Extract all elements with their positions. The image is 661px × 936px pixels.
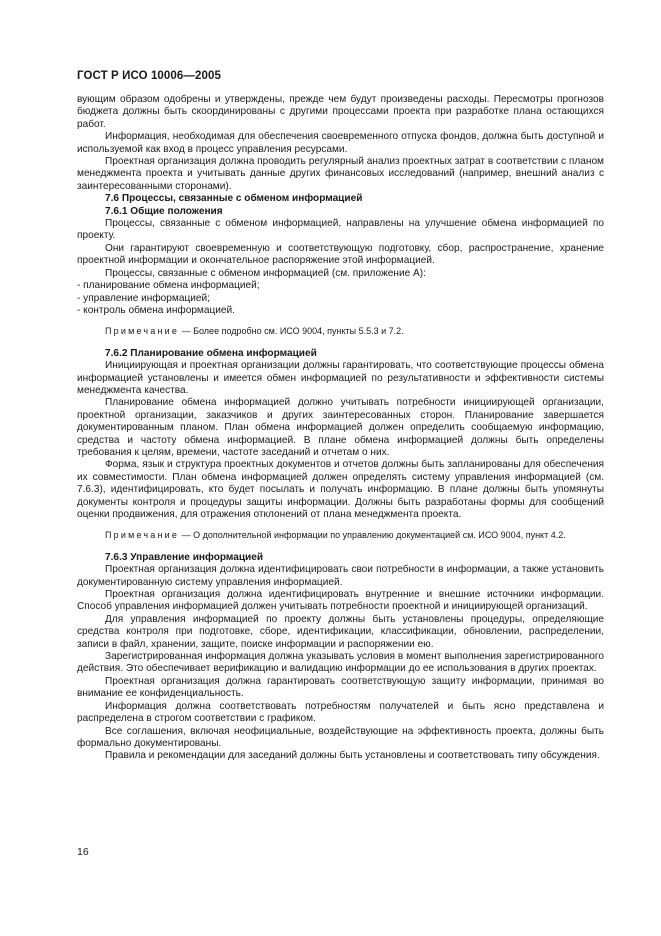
page-number: 16	[77, 846, 89, 858]
paragraph: вующим образом одобрены и утверждены, прежде чем будут произведены расходы. Пересмотры прогнозов бюджета должны быть скоординированы с другими процессами проекта при разработке плана остающихся работ.	[77, 94, 604, 130]
paragraph: Проектная организация должна идентифицировать внутренние и внешние источники информации. Способ управления информацией должен учитывать потребности проектной и инициирующей организаций.	[77, 589, 604, 613]
list-item: - управление информацией;	[77, 292, 210, 304]
section-heading-7-6: 7.6 Процессы, связанные с обменом информацией	[105, 193, 363, 205]
note-text: — О дополнительной информации по управлению документацией см. ИСО 9004, пункт 4.2.	[179, 530, 566, 541]
paragraph: Они гарантируют своевременную и соответствующую подготовку, сбор, распространение, хранение проектной информации и окончательное распоряжение этой информацией.	[77, 242, 604, 267]
paragraph: Проектная организация должна проводить регулярный анализ проектных затрат в соответствии с планом менеджмента проекта и учитывать данные других финансовых исследований (например, внешний анализ с заинтересованными сторонами).	[77, 156, 604, 192]
paragraph: Все соглашения, включая неофициальные, воздействующие на эффективность проекта, должны быть формально документированы.	[77, 725, 604, 749]
note-label: Примечание	[105, 326, 180, 337]
paragraph: Информация, необходимая для обеспечения своевременного отпуска фондов, должна быть доступной и используемой как вход в процесс управления ресурсами.	[77, 131, 604, 155]
paragraph: Проектная организация должна идентифицировать свои потребности в информации, а также установить документированную систему управления информацией.	[77, 564, 604, 588]
paragraph: Проектная организация должна гарантировать соответствующую защиту информации, принимая во внимание ее конфиденциальность.	[77, 675, 604, 700]
paragraph: Правила и рекомендации для заседаний должны быть установлены и соответствовать типу обсуждения.	[105, 750, 600, 762]
section-heading-7-6-2: 7.6.2 Планирование обмена информацией	[105, 347, 317, 359]
paragraph: Процессы, связанные с обменом информацией (см. приложение А):	[105, 267, 426, 279]
paragraph: Инициирующая и проектная организации должны гарантировать, что соответствующие процессы обмена информацией установлены и имеется обмен информацией по результативности и эффективности системы менеджмента качества.	[77, 360, 604, 396]
paragraph: Зарегистрированная информация должна указывать условия в момент выполнения зарегистрированного действия. Это обеспечивает верификацию и валидацию информации до ее использования в других проектах.	[77, 651, 604, 675]
paragraph: Планирование обмена информацией должно учитывать потребности инициирующей организации, проектной организации, заказчиков и других заинтересованных сторон. Планирование завершается документированным планом. План обмена информацией должен определить сообщаемую информацию, средства и частоту обмена информацией. В плане обмена информацией должны быть определены требования к целям, времени, частоте заседаний и отчетам о них.	[77, 397, 604, 458]
paragraph: Информация должна соответствовать потребностям получателей и быть ясно представлена и распределена в строгом соответствии с графиком.	[77, 700, 604, 725]
note	[77, 325, 604, 337]
paragraph: Для управления информацией по проекту должны быть установлены процедуры, определяющие средства контроля при подготовке, сборе, идентификации, классификации, обновлении, распределении, записи в файл, хранении, защите, поиске информации и распоряжении ею.	[77, 613, 604, 650]
note-label: Примечание	[105, 530, 180, 541]
note-text: — Более подробно см. ИСО 9004, пункты 5.5.3 и 7.2.	[179, 326, 404, 337]
list-item: - контроль обмена информацией.	[77, 304, 235, 316]
paragraph: Форма, язык и структура проектных документов и отчетов должны быть запланированы для обеспечения их совместимости. План обмена информацией должен определять систему управления информацией (см. 7.6.3), идентифицировать, кто будет посылать и получать информацию. В плане должны быть упомянуты документы контроля и процедуры защиты информации. Должны быть разработаны формы для сообщений оценки продвижения, для отражения отклонений от плана менеджмента проекта.	[77, 459, 604, 520]
list-item: - планирование обмена информацией;	[77, 280, 260, 292]
section-heading-7-6-3: 7.6.3 Управление информацией	[105, 551, 264, 563]
note	[77, 529, 604, 541]
section-heading-7-6-1: 7.6.1 Общие положения	[105, 205, 223, 217]
standard-header: ГОСТ Р ИСО 10006—2005	[77, 70, 222, 82]
document-body	[77, 94, 604, 763]
paragraph: Процессы, связанные с обменом информацией, направлены на улучшение обмена информацией по проекту.	[77, 218, 604, 242]
